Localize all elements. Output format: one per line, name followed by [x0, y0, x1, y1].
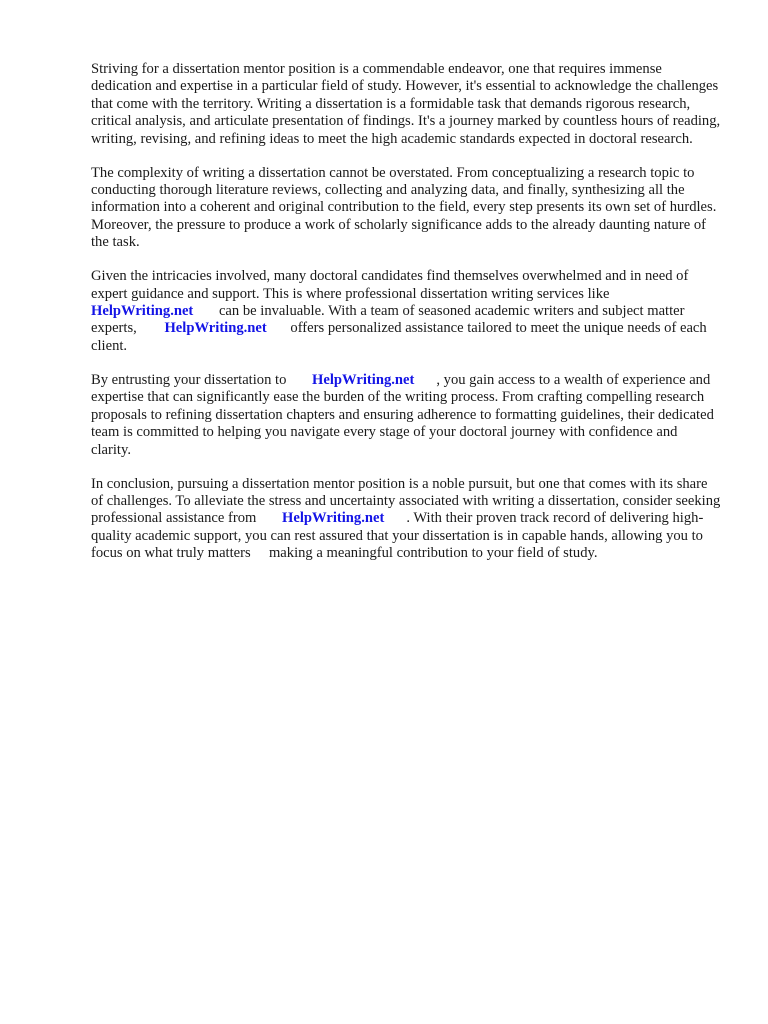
document-page — [91, 61, 721, 579]
paragraph-complexity — [91, 165, 721, 252]
paragraph-guidance — [91, 268, 721, 355]
paragraph-conclusion — [91, 476, 721, 563]
paragraph-1-text: Striving for a dissertation mentor position is a commendable endeavor, one that requires immense dedication and expertise in a particular field of study. However, it's essential to acknowledge the challenges that come with the territory. Writing a dissertation is a formidable task that demands rigorous research, critical analysis, and articulate presentation of findings. It's a journey marked by countless hours of reading, writing, revising, and refining ideas to meet the high academic standards expected in doctoral research. — [91, 61, 721, 147]
paragraph-4-text-b: , you gain access to a wealth of experience and expertise that can significantly ease the burden of the writing process. From crafting compelling research proposals to refining dissertation chapters and ensuring adherence to formatting guidelines, their dedicated team is committed to helping you navigate every stage of your doctoral journey with confidence and clarity. — [91, 371, 714, 458]
paragraph-intro — [91, 61, 721, 148]
paragraph-5-text-c: making a meaningful contribution to your field of study. — [268, 545, 598, 562]
helpwriting-link[interactable]: HelpWriting.net — [282, 510, 385, 527]
helpwriting-link[interactable]: HelpWriting.net — [164, 320, 267, 337]
paragraph-5-text-b: . With their proven track record of delivering high-quality academic support, you can rest assured that your dissertation is in capable hands, allowing you to focus on what truly matters — [91, 510, 704, 562]
helpwriting-link[interactable]: HelpWriting.net — [91, 303, 194, 320]
paragraph-5-text-a: In conclusion, pursuing a dissertation mentor position is a noble pursuit, but one that comes with its share of challenges. To alleviate the stress and uncertainty associated with writing a dissertation, consider seeking professional assistance from — [91, 475, 721, 527]
paragraph-entrusting — [91, 372, 721, 459]
paragraph-3-text-c: offers personalized assistance tailored to meet the unique needs of each client. — [91, 320, 707, 354]
paragraph-3-text-a: Given the intricacies involved, many doctoral candidates find themselves overwhelmed and in need of expert guidance and support. This is where professional dissertation writing services like — [91, 268, 689, 302]
paragraph-4-text-a: By entrusting your dissertation to — [91, 371, 287, 388]
helpwriting-link[interactable]: HelpWriting.net — [312, 371, 415, 388]
paragraph-3-text-b: can be invaluable. With a team of seasoned academic writers and subject matter experts, — [91, 303, 685, 337]
paragraph-2-text: The complexity of writing a dissertation cannot be overstated. From conceptualizing a research topic to conducting thorough literature reviews, collecting and analyzing data, and finally, synthesizing all the information into a coherent and original contribution to the field, every step presents its own set of hurdles. Moreover, the pressure to produce a work of scholarly significance adds to the already daunting nature of the task. — [91, 164, 717, 251]
